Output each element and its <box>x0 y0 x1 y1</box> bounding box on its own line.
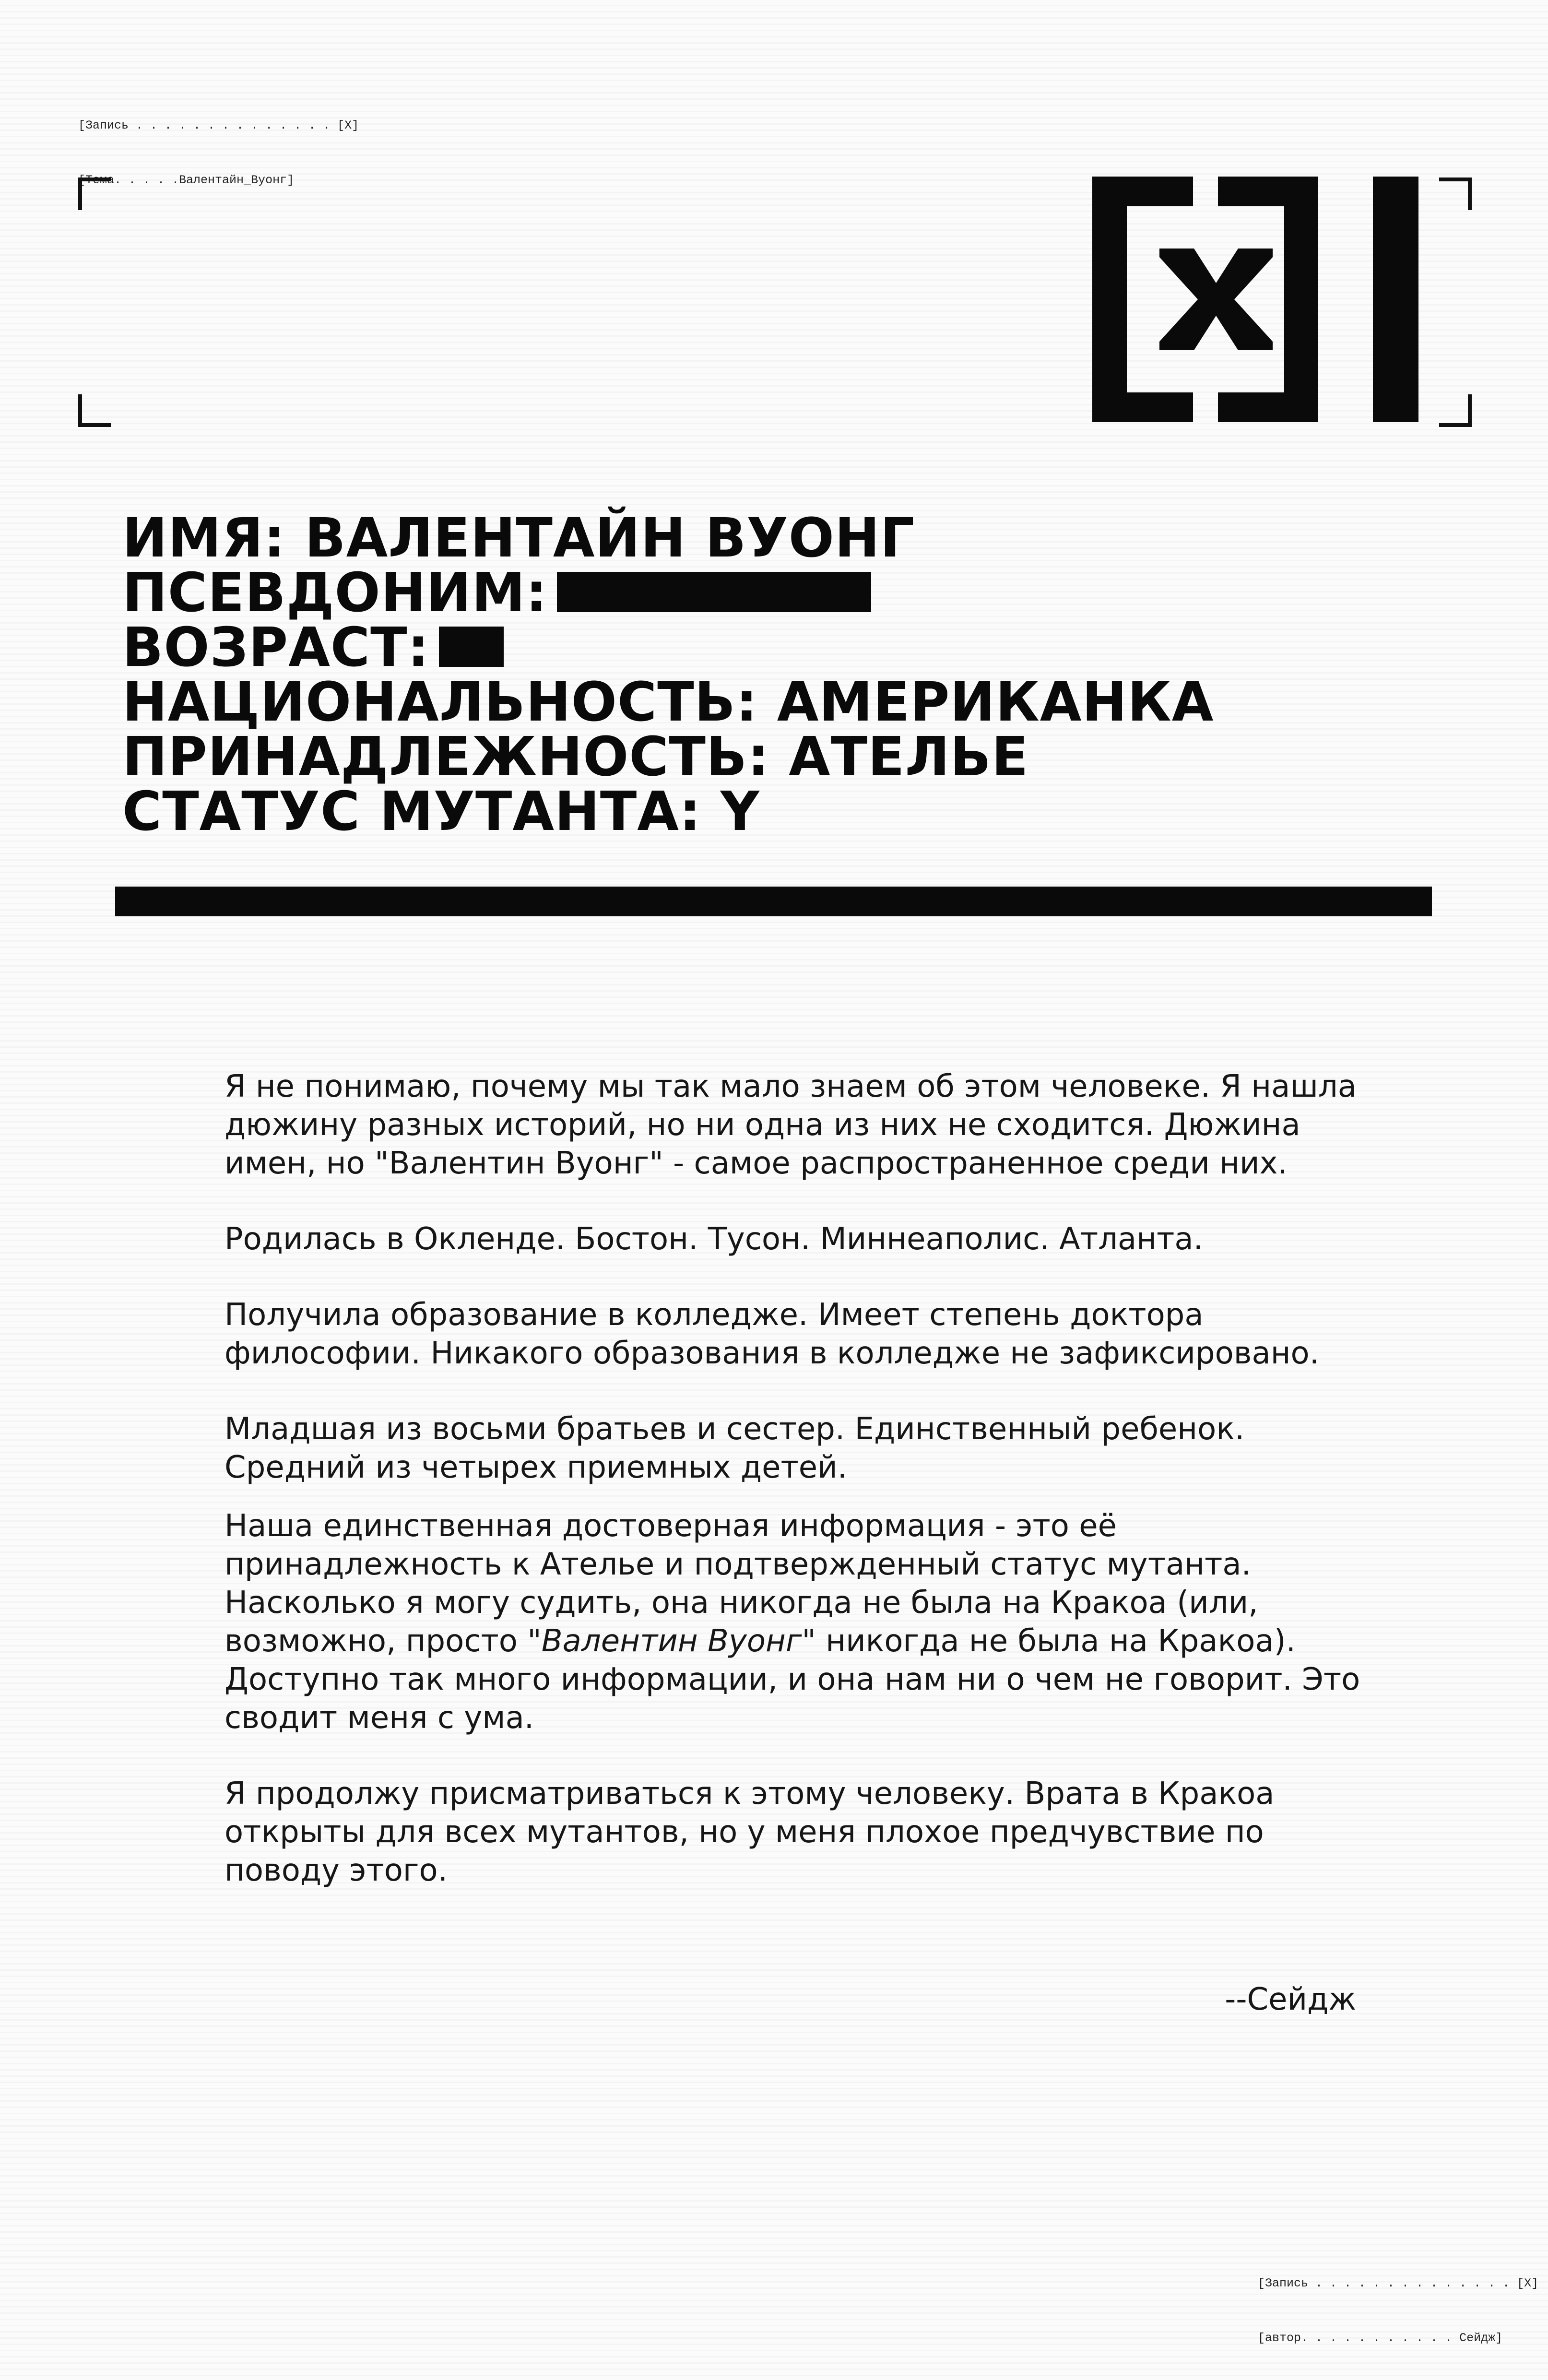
record-header <box>78 80 359 208</box>
note-text: никогда не была на Кракоа). Доступно так много информации, и она нам ни о чем не говорит. Это сводит меня с ума. <box>225 1623 1360 1736</box>
record-header-entry: [Запись . . . . . . . . . . . . . . [X] <box>78 118 359 132</box>
frame-corner-top-left <box>78 178 111 210</box>
field-alias <box>122 562 1418 624</box>
field-nationality: НАЦИОНАЛЬНОСТЬ: АМЕРИКАНКА <box>122 671 1214 734</box>
field-age <box>122 616 1418 679</box>
record-header-subject: [Тема. . . . .Валентайн_Вуонг] <box>78 173 295 187</box>
alias-redaction-bar <box>557 572 871 612</box>
record-footer-author: [автор. . . . . . . . . . . Сейдж] <box>1258 2331 1503 2345</box>
investigator-note <box>225 1067 1366 1890</box>
note-emphasis: "Валентин Вуонг" <box>527 1623 816 1659</box>
note-paragraph <box>225 1507 1366 1737</box>
field-mutant-status: СТАТУС МУТАНТА: Y <box>122 781 760 843</box>
note-paragraph: Родилась в Окленде. Бостон. Тусон. Миннеаполис. Атланта. <box>225 1221 1203 1257</box>
dossier-fields <box>122 507 1418 843</box>
field-name: ИМЯ: ВАЛЕНТАЙН ВУОНГ <box>122 507 915 569</box>
record-footer <box>1258 2238 1538 2366</box>
frame-corner-bottom-right <box>1439 394 1472 427</box>
field-age-label: ВОЗРАСТ: <box>122 616 430 679</box>
note-paragraph: Младшая из восьми братьев и сестер. Единственный ребенок. Средний из четырех приемных детей. <box>225 1411 1245 1485</box>
record-footer-entry: [Запись . . . . . . . . . . . . . . [X] <box>1258 2276 1539 2290</box>
frame-corner-top-right <box>1439 178 1472 210</box>
note-paragraph: Получила образование в колледже. Имеет степень доктора философии. Никакого образования в колледже не зафиксировано. <box>225 1297 1320 1371</box>
note-paragraph: Я продолжу присматриваться к этому человеку. Врата в Кракоа открыты для всех мутантов, но у меня плохое предчувствие по поводу этого. <box>225 1776 1275 1888</box>
note-signature: --Сейдж <box>1225 1982 1356 2017</box>
note-paragraph: Я не понимаю, почему мы так мало знаем об этом человеке. Я нашла дюжину разных историй, но ни одна из них не сходится. Дюжина имен, но "Валентин Вуонг" - самое распространенное среди них. <box>225 1069 1357 1181</box>
field-affiliation: ПРИНАДЛЕЖНОСТЬ: АТЕЛЬЕ <box>122 726 1029 788</box>
frame-corner-bottom-left <box>78 394 111 427</box>
field-alias-label: ПСЕВДОНИМ: <box>122 562 548 624</box>
note-text: Наша единственная достоверная информация - это её принадлежность к Ателье и подтвержденный статус мутанта. Насколько я могу судить, она никогда не была на Кракоа (или, возможно, просто <box>225 1508 1258 1659</box>
age-redaction-bar <box>439 627 504 667</box>
section-divider <box>115 887 1432 916</box>
x-logo-icon <box>1092 177 1418 422</box>
